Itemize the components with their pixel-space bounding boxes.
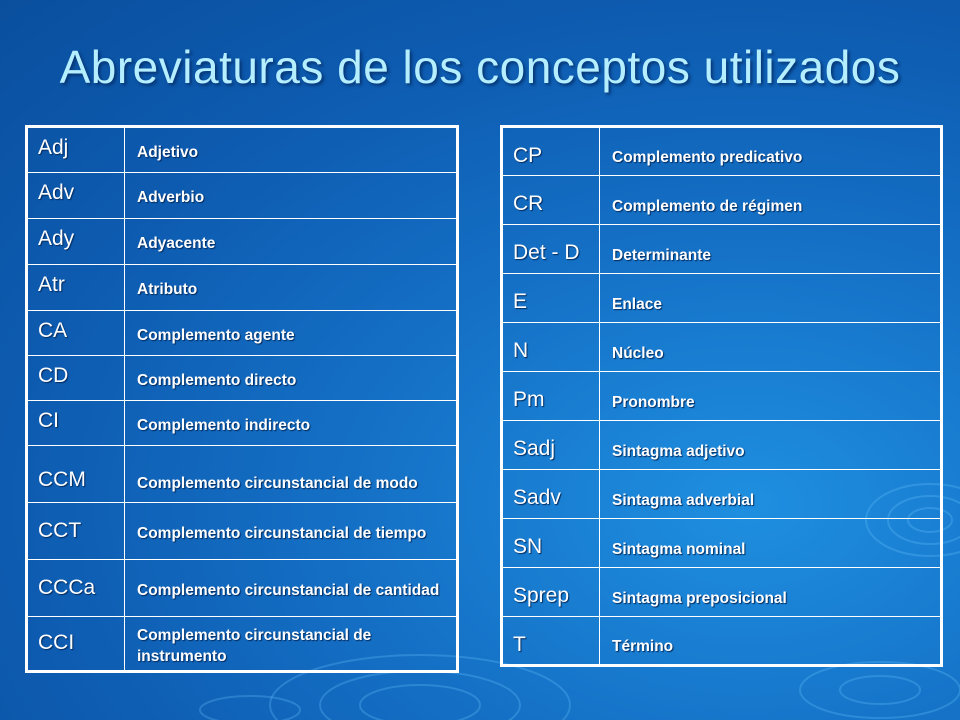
abbr-cell: CCM [27,446,125,503]
meaning-cell: Adverbio [125,173,458,219]
meaning-cell: Sintagma adjetivo [600,421,942,470]
meaning-cell: Núcleo [600,323,942,372]
table-row [502,176,942,225]
table-row [27,560,458,617]
table-row [27,356,458,401]
table-row [502,127,942,176]
abbr-cell: CR [502,176,600,225]
abbr-cell: T [502,617,600,666]
abbr-cell: Sadj [502,421,600,470]
abbr-cell: E [502,274,600,323]
meaning-cell: Complemento indirecto [125,401,458,446]
table-row [27,265,458,311]
meaning-cell: Sintagma preposicional [600,568,942,617]
meaning-cell: Sintagma nominal [600,519,942,568]
table-row [27,127,458,173]
abbr-cell: Adv [27,173,125,219]
table-row [27,311,458,356]
table-row [502,274,942,323]
abbr-cell: Det - D [502,225,600,274]
table-row [502,568,942,617]
abbr-cell: CCCa [27,560,125,617]
abbr-cell: CP [502,127,600,176]
meaning-cell: Término [600,617,942,666]
table-row [27,219,458,265]
table-row [502,225,942,274]
table-row [502,470,942,519]
table-row [502,519,942,568]
abbreviations-table-left [25,125,459,673]
abbr-cell: Adj [27,127,125,173]
abbr-cell: CA [27,311,125,356]
meaning-cell: Complemento directo [125,356,458,401]
abbr-cell: CI [27,401,125,446]
table-row [502,617,942,666]
table-row [27,173,458,219]
meaning-cell: Enlace [600,274,942,323]
meaning-cell: Complemento circunstancial de cantidad [125,560,458,617]
table-row [27,401,458,446]
abbr-cell: Sadv [502,470,600,519]
abbreviations-table-right [500,125,943,667]
meaning-cell: Complemento circunstancial de instrumento [125,617,458,672]
abbr-cell: CCI [27,617,125,672]
meaning-cell: Complemento de régimen [600,176,942,225]
abbr-cell: CD [27,356,125,401]
table-row [502,323,942,372]
table-row [502,372,942,421]
table-row [27,617,458,672]
slide-title: Abreviaturas de los conceptos utilizados [59,41,901,93]
table-row [502,421,942,470]
meaning-cell: Complemento agente [125,311,458,356]
meaning-cell: Sintagma adverbial [600,470,942,519]
abbr-cell: CCT [27,503,125,560]
meaning-cell: Complemento circunstancial de modo [125,446,458,503]
abbr-cell: Ady [27,219,125,265]
table-row [27,503,458,560]
abbr-cell: Atr [27,265,125,311]
abbr-cell: N [502,323,600,372]
abbr-cell: SN [502,519,600,568]
meaning-cell: Determinante [600,225,942,274]
meaning-cell: Pronombre [600,372,942,421]
meaning-cell: Complemento circunstancial de tiempo [125,503,458,560]
table-row [27,446,458,503]
abbr-cell: Pm [502,372,600,421]
meaning-cell: Adjetivo [125,127,458,173]
meaning-cell: Atributo [125,265,458,311]
abbr-cell: Sprep [502,568,600,617]
meaning-cell: Adyacente [125,219,458,265]
meaning-cell: Complemento predicativo [600,127,942,176]
